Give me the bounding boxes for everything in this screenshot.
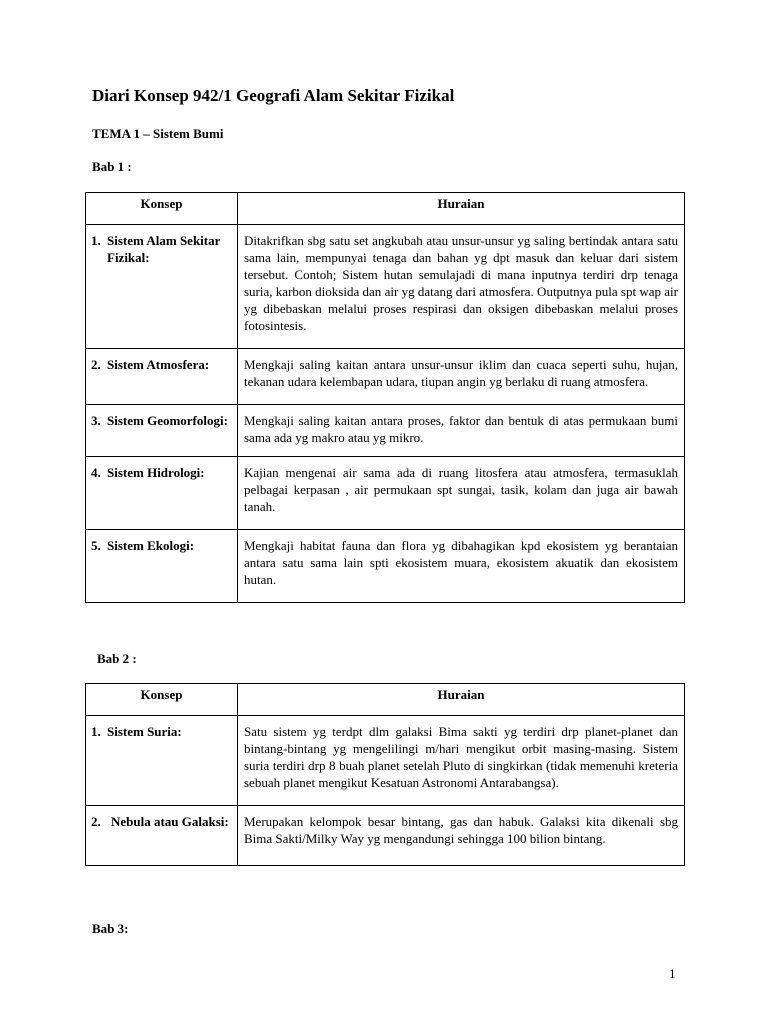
table-row bbox=[86, 530, 685, 603]
table-row bbox=[86, 457, 685, 530]
concept-name: Sistem Hidrologi: bbox=[107, 465, 205, 480]
concept-cell bbox=[86, 225, 238, 349]
concept-cell bbox=[86, 806, 238, 866]
description-cell: Kajian mengenai air sama ada di ruang litosfera atau atmosfera, termasuklah pelbagai kerpasan , air permukaan spt sungai, tasik, kolam dan juga air bawah tanah. bbox=[238, 457, 685, 530]
table-row bbox=[86, 716, 685, 806]
concept-number: 4. bbox=[91, 465, 101, 480]
table-row bbox=[86, 225, 685, 349]
header-konsep: Konsep bbox=[86, 193, 238, 225]
header-huraian: Huraian bbox=[238, 684, 685, 716]
theme-heading: TEMA 1 – Sistem Bumi bbox=[92, 126, 224, 141]
table-row bbox=[86, 806, 685, 866]
concept-cell bbox=[86, 530, 238, 603]
table-row bbox=[86, 349, 685, 405]
concept-cell bbox=[86, 457, 238, 530]
concept-number: 1. bbox=[91, 724, 101, 739]
description-cell: Mengkaji saling kaitan antara proses, faktor dan bentuk di atas permukaan bumi sama ada yg makro atau yg mikro. bbox=[238, 405, 685, 457]
page-number: 1 bbox=[669, 966, 676, 981]
concept-name: Sistem Ekologi: bbox=[107, 538, 195, 553]
document-title: Diari Konsep 942/1 Geografi Alam Sekitar Fizikal bbox=[92, 86, 455, 105]
concept-number: 2. bbox=[91, 814, 101, 829]
concept-number: 2. bbox=[91, 357, 101, 372]
description-cell: Satu sistem yg terdpt dlm galaksi Bima sakti yg terdiri drp planet-planet dan bintang-bintang yg mengelilingi m/hari mengikut orbit masing-masing. Sistem suria terdiri drp 8 buah planet setelah Pluto di singkirkan (tidak memenuhi kreteria sebuah planet mengikut Kesatuan Astronomi Antarabangsa). bbox=[238, 716, 685, 806]
concept-cell bbox=[86, 716, 238, 806]
concept-cell bbox=[86, 349, 238, 405]
concept-name: Sistem Geomorfologi: bbox=[107, 413, 228, 428]
chapter-2-label: Bab 2 : bbox=[97, 651, 137, 666]
description-cell: Mengkaji saling kaitan antara unsur-unsur iklim dan cuaca seperti suhu, hujan, tekanan udara kelembapan udara, tiupan angin yg berlaku di ruang atmosfera. bbox=[238, 349, 685, 405]
chapter-3-label: Bab 3: bbox=[92, 921, 129, 936]
description-cell: Ditakrifkan sbg satu set angkubah atau unsur-unsur yg saling bertindak antara satu sama lain, mempunyai tenaga dan bahan yg dpt masuk dan keluar dari sistem tersebut. Contoh; Sistem hutan semulajadi di mana inputnya terdiri drp tenaga suria, karbon dioksida dan air yg datang dari atmosfera. Outputnya pula spt wap air yg dibebaskan melalui proses respirasi dan oksigen dibebaskan melalui proses fotosintesis. bbox=[238, 225, 685, 349]
chapter-1-table bbox=[85, 192, 685, 603]
description-cell: Merupakan kelompok besar bintang, gas dan habuk. Galaksi kita dikenali sbg Bima Sakti/Milky Way yg mengandungi sehingga 100 bilion bintang. bbox=[238, 806, 685, 866]
concept-name: Sistem Atmosfera: bbox=[107, 357, 210, 372]
chapter-2-table bbox=[85, 683, 685, 866]
table-header-row bbox=[86, 193, 685, 225]
description-cell: Mengkaji habitat fauna dan flora yg dibahagikan kpd ekosistem yg berantaian antara satu sama lain spti ekosistem muara, ekosistem akuatik dan ekosistem hutan. bbox=[238, 530, 685, 603]
concept-name: Sistem Alam Sekitar Fizikal: bbox=[107, 233, 221, 265]
concept-number: 3. bbox=[91, 413, 101, 428]
concept-cell bbox=[86, 405, 238, 457]
concept-name: Nebula atau Galaksi: bbox=[111, 814, 229, 829]
concept-number: 1. bbox=[91, 233, 101, 248]
table-row bbox=[86, 405, 685, 457]
chapter-1-label: Bab 1 : bbox=[92, 159, 132, 174]
concept-name: Sistem Suria: bbox=[107, 724, 182, 739]
concept-number: 5. bbox=[91, 538, 101, 553]
header-konsep: Konsep bbox=[86, 684, 238, 716]
table-header-row bbox=[86, 684, 685, 716]
header-huraian: Huraian bbox=[238, 193, 685, 225]
